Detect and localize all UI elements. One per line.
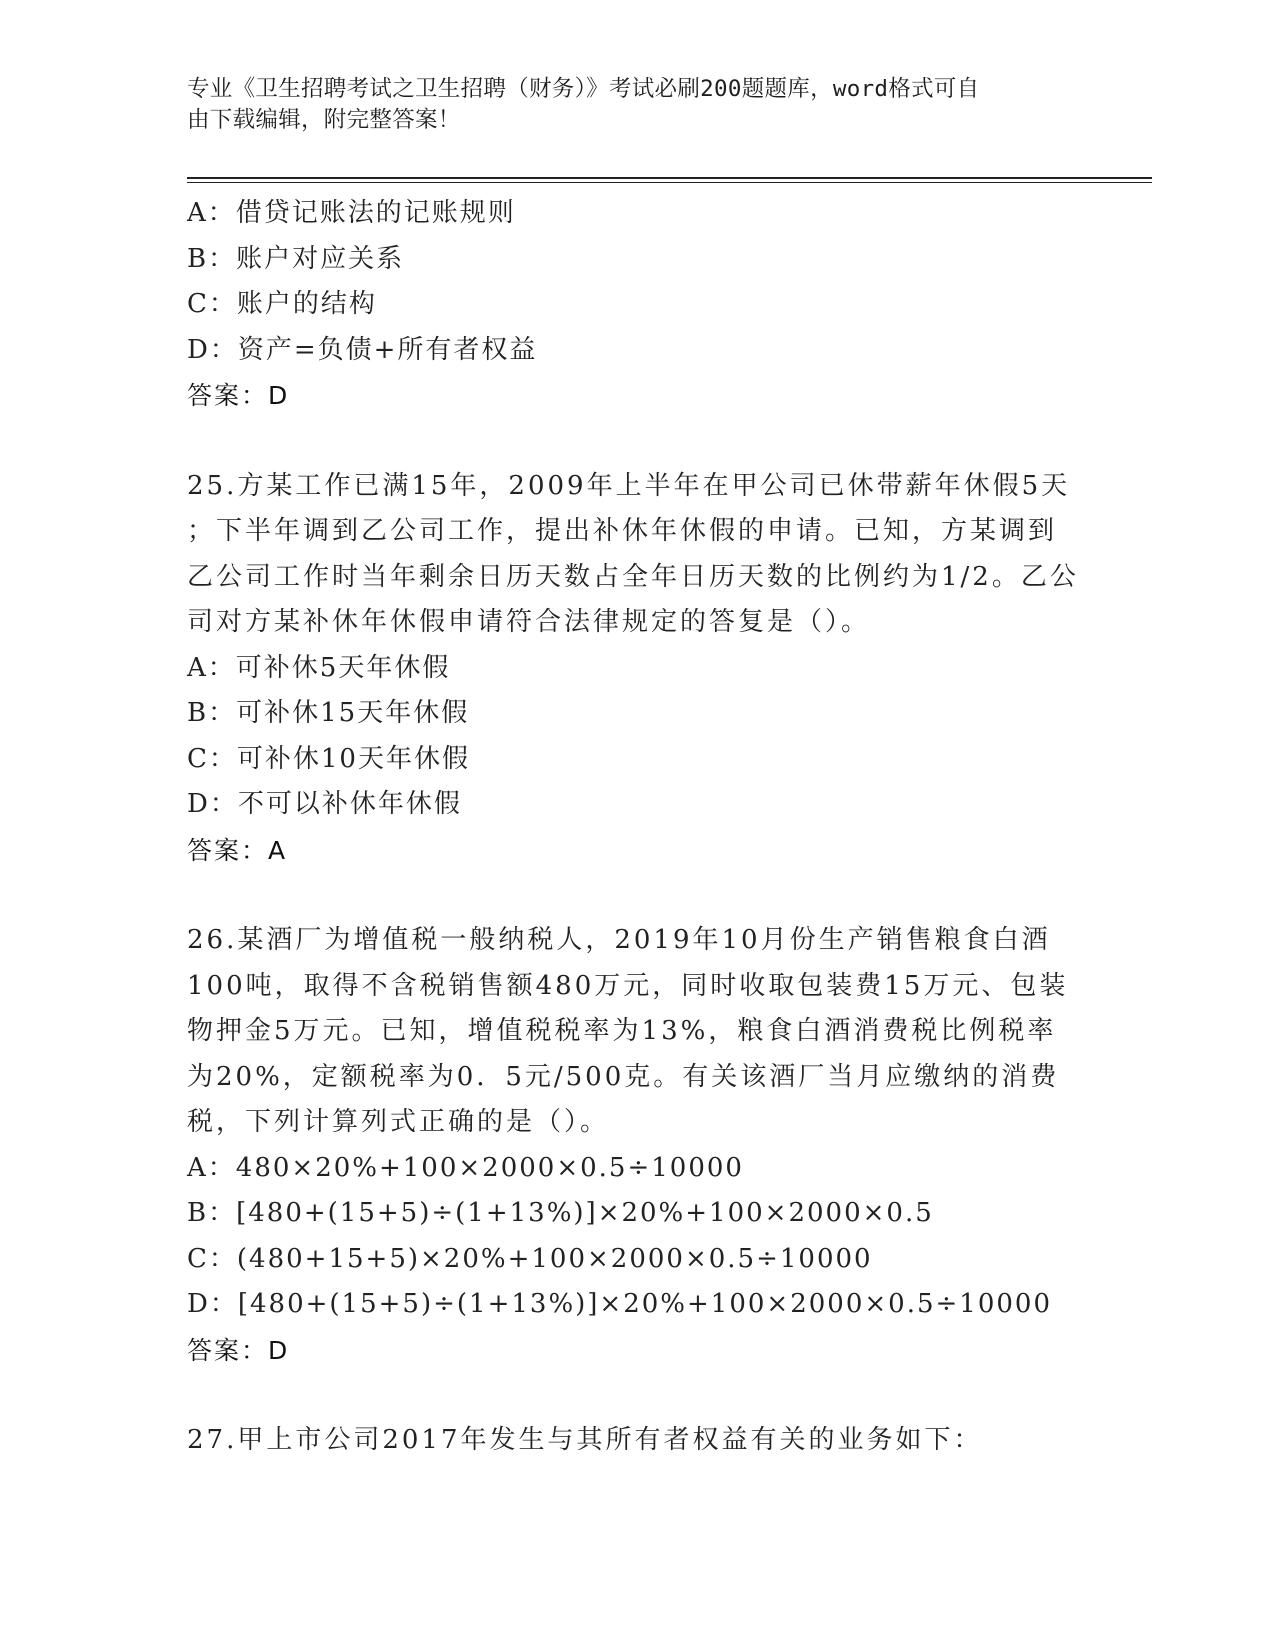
header-line-2: 由下载编辑，附完整答案！ <box>187 107 461 133</box>
question-27-stem-line-1: 27.甲上市公司2017年发生与其所有者权益有关的业务如下： <box>187 1425 983 1455</box>
question-26-stem-line-2: 100吨，取得不含税销售额480万元，同时收取包装费15万元、包装 <box>187 970 1069 1001</box>
option-d: D：[480+(15+5)÷(1+13%)]×20%+100×2000×0.5÷10000 <box>187 1289 1052 1319</box>
question-27-block <box>187 1418 1087 1464</box>
answer-label: 答案：D <box>187 1335 290 1365</box>
question-25-block <box>187 464 1087 874</box>
question-25-stem-line-1: 25.方某工作已满15年，2009年上半年在甲公司已休带薪年休假5天 <box>187 470 1071 501</box>
answer-label: 答案：D <box>187 381 290 410</box>
question-25-stem-line-3: 乙公司工作时当年剩余日历天数占全年日历天数的比例约为1/2。乙公 <box>187 561 1079 592</box>
header-line-1: 专业《卫生招聘考试之卫生招聘（财务）》考试必刷200题题库，word格式可自 <box>187 76 980 102</box>
option-c: C：(480+15+5)×20%+100×2000×0.5÷10000 <box>187 1243 873 1274</box>
header-divider-thin <box>187 182 1152 183</box>
option-d: D：不可以补休年休假 <box>187 789 462 819</box>
answer-label: 答案：A <box>187 835 288 865</box>
question-25-stem-line-4: 司对方某补休年休假申请符合法律规定的答复是（）。 <box>187 607 871 637</box>
option-b: B：账户对应关系 <box>187 243 405 274</box>
option-a: A：480×20%+100×2000×0.5÷10000 <box>187 1152 744 1183</box>
option-c: C：账户的结构 <box>187 289 377 319</box>
question-content <box>187 191 1087 1464</box>
header-divider-thick <box>187 177 1152 179</box>
question-25-stem-line-2: ；下半年调到乙公司工作，提出补休年休假的申请。已知，方某调到 <box>187 516 1058 546</box>
option-b: B：可补休15天年休假 <box>187 698 470 728</box>
option-c: C：可补休10天年休假 <box>187 743 470 774</box>
prev-question-block <box>187 191 1087 419</box>
option-a: A：借贷记账法的记账规则 <box>187 198 516 228</box>
question-26-stem-line-5: 税，下列计算列式正确的是（）。 <box>187 1107 610 1137</box>
document-header <box>187 74 1067 136</box>
option-b: B：[480+(15+5)÷(1+13%)]×20%+100×2000×0.5 <box>187 1198 934 1228</box>
option-a: A：可补休5天年休假 <box>187 652 451 683</box>
option-d: D：资产=负债+所有者权益 <box>187 334 538 365</box>
question-26-stem-line-3: 物押金5万元。已知，增值税税率为13%，粮食白酒消费税比例税率 <box>187 1016 1057 1046</box>
question-26-block <box>187 918 1087 1373</box>
question-26-stem-line-4: 为20%，定额税率为0．5元/500克。有关该酒厂当月应缴纳的消费 <box>187 1061 1060 1092</box>
question-26-stem-line-1: 26.某酒厂为增值税一般纳税人，2019年10月份生产销售粮食白酒 <box>187 925 1051 955</box>
